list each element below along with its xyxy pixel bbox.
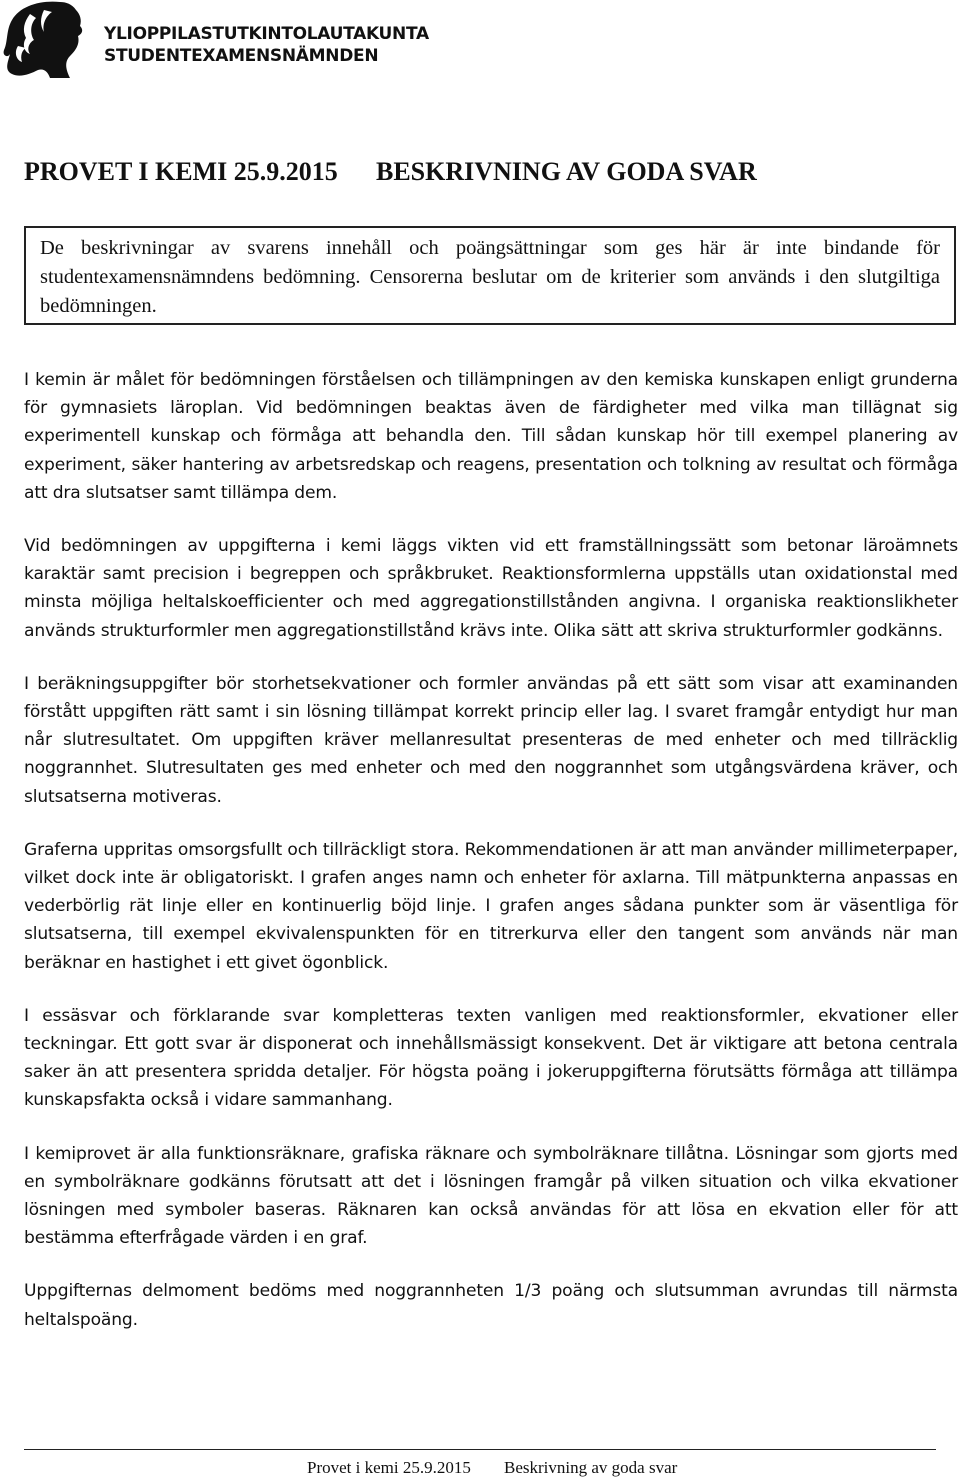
paragraph-calculators: I kemiprovet är alla funktionsräknare, grafiska räknare och symbolräknare tillåtna. Lösningar som gjorts med en symbolräknare godkänns förutsatt att det i lösningen framgår på vilken situation och vilka ekvationer lösningen med symboler baseras. Räknaren kan också användas för att lösa en ekvation eller för att bestämma efterfrågade värden i en graf.	[24, 1143, 958, 1249]
body-text	[24, 366, 958, 1359]
organization-name-swedish: STUDENTEXAMENSNÄMNDEN	[104, 46, 379, 66]
organization-name	[104, 23, 429, 67]
paragraph-graphs: Graferna uppritas omsorgsfullt och tillräckligt stora. Rekommendationen är att man använder millimeterpaper, vilket dock inte är obligatoriskt. I grafen anges namn och enheter för axlarna. Till mätpunkterna anpassas en vederbörlig rät linje eller en kontinuerlig böjd linje. I grafen anges sådana punkter som är väsentliga för slutsatserna, till exempel ekvivalenspunkten för en titrerkurva eller den tangent som används när man beräknar en hastighet i ett givet ögonblick.	[24, 839, 958, 973]
paragraph-scoring: Uppgifternas delmoment bedöms med noggrannheten 1/3 poäng och slutsumman avrundas till närmsta heltalspoäng.	[24, 1281, 958, 1330]
paragraph-presentation: Vid bedömningen av uppgifterna i kemi läggs vikten vid ett framställningssätt som betonar läroämnets karaktär samt precision i begreppen och språkbruket. Reaktionsformlerna uppställs utan oxidationstal med minsta möjliga heltalskoefficienter och med aggregationstillstånden angivna. I organiska reaktionslikheter används strukturformler men aggregationstillstånd krävs inte. Olika sätt att skriva strukturformler godkänns.	[24, 536, 958, 641]
footer-divider	[24, 1449, 936, 1450]
paragraph-assessment-goals: I kemin är målet för bedömningen förståelsen och tillämpningen av den kemiska kunskapen enligt grunderna för gymnasiets läroplan. Vid bedömningen beaktas även de färdigheter med vilka man tillägnat sig experimentell kunskap och förmåga att behandla den. Till sådan kunskap hör till exempel planering av experiment, säker hantering av arbetsredskap och reagens, presentation och tolkning av resultat och förmåga att dra slutsatser samt tillämpa dem.	[24, 370, 958, 503]
footer-exam-name: Provet i kemi 25.9.2015	[307, 1458, 471, 1477]
organization-name-finnish: YLIOPPILASTUTKINTOLAUTAKUNTA	[104, 24, 429, 44]
footer-document-name: Beskrivning av goda svar	[504, 1458, 678, 1477]
document-subtitle: BESKRIVNING AV GODA SVAR	[376, 157, 757, 186]
document-title	[24, 155, 936, 189]
paragraph-essays: I essäsvar och förklarande svar kompletteras texten vanligen med reaktionsformler, ekvationer eller teckningar. Ett gott svar är disponerat och innehållsmässigt konsekvent. Det är viktigare att betona centrala saker än att presentera spridda detaljer. För högsta poäng i jokeruppgifterna förutsätts förmåga att tillämpa kunskapsfakta också i vidare sammanhang.	[24, 1005, 958, 1111]
header	[0, 0, 500, 80]
disclaimer-box: De beskrivningar av svarens innehåll och poängsättningar som ges här är inte bindande för studentexamensnämndens bedömning. Censorerna beslutar om de kriterier som används i den slutgiltiga bedömningen.	[24, 226, 956, 325]
exam-title: PROVET I KEMI 25.9.2015	[24, 157, 338, 186]
paragraph-calculations: I beräkningsuppgifter bör storhetsekvationer och formler användas på ett sätt som visar att examinanden förstått uppgiften rätt samt i sin lösning tillämpat korrekt princip eller lag. I svaret framgår entydigt hur man når slutresultatet. Om uppgiften kräver mellanresultat presenteras de med enheter och med tillräcklig noggrannhet. Slutresultaten ges med enheter och med den noggrannhet som utgångsvärdena kräver, och slutsatserna motiveras.	[24, 673, 958, 807]
profile-head-emblem-icon	[0, 0, 88, 80]
